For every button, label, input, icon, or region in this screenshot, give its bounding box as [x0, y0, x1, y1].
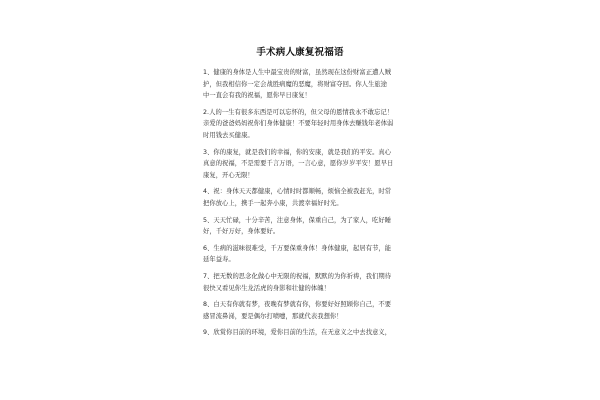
wish-line: 中一直会有我的祝福，愿你早日康复！	[203, 92, 311, 100]
wish-item	[203, 147, 395, 182]
wish-line: 时用钱去买健康。	[203, 131, 254, 139]
wish-line: 康复，开心无限！	[203, 171, 254, 179]
wish-line: 2.人的一生有很多东西是可以忘怀的，但父母的恩情我永不敢忘记！	[203, 108, 394, 116]
wish-line: 7、把无数的思念化做心中无限的祝福，默默的为你祈祷，我们期待	[203, 272, 392, 280]
wish-item	[203, 186, 395, 209]
wish-item	[203, 299, 395, 322]
wish-line: 好，千好万好，身体要好。	[203, 228, 280, 236]
wish-item	[203, 327, 395, 339]
wish-line: 4、祝：身体天天都健康，心情时时都顺畅，烦恼全被我赶光，时常	[203, 188, 392, 196]
wish-item	[203, 243, 395, 266]
wish-item	[203, 215, 395, 238]
document-title: 手术病人康复祝福语	[256, 47, 344, 58]
wish-list	[203, 67, 395, 344]
wish-line: 把你放心上，携手一起奔小康，共渡幸福好时光。	[203, 199, 343, 207]
wish-line: 护，但我相信你一定会战胜病魔的恶魔，将财富夺回。你人生旅途	[203, 80, 388, 88]
wish-line: 6、生病的滋味很难受，千万要保重身体！身体健康，起居有节，能	[203, 244, 392, 252]
wish-line: 9、欣赏你目前的环境，爱你目前的生活，在无意义之中去找意义，	[203, 329, 392, 337]
wish-line: 1、健康的身体是人生中最宝贵的财富，虽然现在这份财富正遭人贼	[203, 69, 392, 76]
wish-item	[203, 67, 395, 102]
wish-line: 亲爱的爸爸妈妈祝你们身体健康！不要年轻时用身体去赚钱年老体弱	[203, 120, 394, 128]
wish-line: 3、你的康复，就是我们的幸福，你的安康，就是我们的平安。真心	[203, 148, 392, 156]
wish-line: 5、天天忙碌，十分辛苦，注意身体，保重自己，为了家人，吃好睡	[203, 216, 392, 224]
wish-line: 8、白天有你就有梦，夜晚有梦就有你，你要好好照顾你自己，不要	[203, 301, 392, 309]
wish-line: 延年益寿。	[203, 256, 235, 264]
wish-line: 很快又看见你生龙活虎的身影和壮健的体魄！	[203, 284, 330, 292]
wish-item	[203, 107, 395, 142]
wish-item	[203, 271, 395, 294]
wish-line: 真意的祝福，不是需要千言万语，一言心意，愿你岁岁平安！愿早日	[203, 160, 394, 168]
wish-line: 感冒流鼻涕，要是偶尔打喷嚏，那就代表我想你！	[203, 312, 343, 320]
